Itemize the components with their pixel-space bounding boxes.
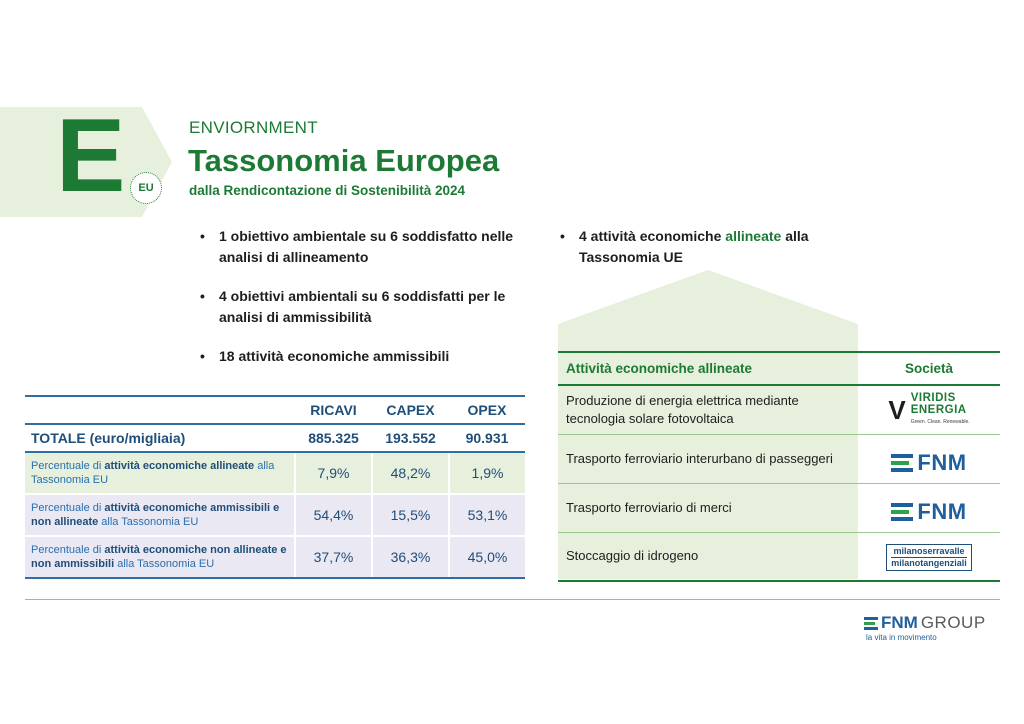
fnm-group-logo [864,613,986,642]
value-opex: 45,0% [449,536,525,578]
value-ricavi: 54,4% [295,494,372,536]
value-opex: 53,1% [449,494,525,536]
fnm-group-word: GROUP [920,613,986,632]
right-bullet-prefix: 4 attività economiche [579,228,726,244]
company-cell [858,434,1000,483]
total-opex: 90.931 [449,424,525,452]
footer-divider [25,599,1000,600]
activity-cell: Produzione di energia elettrica mediante tecnologia solare fotovoltaica [558,385,858,434]
value-capex: 15,5% [372,494,449,536]
company-cell [858,532,1000,581]
column-header-capex: CAPEX [372,396,449,424]
desc-prefix: Percentuale di [31,502,105,514]
right-bullet-highlight: allineate [725,228,782,244]
viridis-tagline: Green. Clean. Renewable. [910,418,970,425]
viridis-line1: VIRIDIS [910,391,956,404]
fnm-bars-icon [891,503,913,521]
desc-bold: attività economiche allineate [104,460,255,472]
fnm-logo [891,499,967,524]
table-row [558,483,1000,532]
table-row [558,385,1000,434]
desc-prefix: Percentuale di [31,460,105,472]
desc-bold: attività economiche ammissibili e non allineate [31,502,280,528]
activity-cell: Stoccaggio di idrogeno [558,532,858,581]
fnm-group-tagline: la vita in movimento [866,633,937,642]
company-cell [858,385,1000,434]
desc-prefix: Percentuale di [31,544,105,556]
environment-letter-badge: E [56,98,126,214]
financial-kpi-table [25,395,525,579]
desc-suffix: alla Tassonomia EU [98,516,199,528]
desc-suffix: alla Tassonomia EU [31,460,275,486]
activity-cell: Trasporto ferroviario di merci [558,483,858,532]
table-row [25,452,525,494]
fnm-logo [891,450,967,475]
table-row [25,494,525,536]
fnm-group-bars-icon [864,617,878,630]
fnm-wordmark: FNM [917,450,967,475]
right-bullet-suffix: alla Tassonomia UE [579,228,809,265]
aligned-activities-table [558,351,1000,582]
column-header-company: Società [858,352,1000,385]
fnm-group-wordmark [864,613,986,633]
value-opex: 1,9% [449,452,525,494]
fnm-wordmark: FNM [917,499,967,524]
total-capex: 193.552 [372,424,449,452]
total-ricavi: 885.325 [295,424,372,452]
table-row [25,536,525,578]
eu-stars-icon: EU [130,172,162,204]
viridis-line2: ENERGIA [910,403,967,416]
milano-line1: milanoserravalle [893,546,965,557]
house-roof-shape [558,270,858,352]
value-ricavi: 37,7% [295,536,372,578]
fnm-group-strong: FNM [881,613,918,632]
desc-bold: attività economiche non allineate e non ammissibili [31,544,287,570]
desc-suffix: alla Tassonomia EU [114,558,215,570]
viridis-v-icon: V [888,394,906,425]
column-header-opex: OPEX [449,396,525,424]
activity-cell: Trasporto ferroviario interurbano di passeggeri [558,434,858,483]
page-title: Tassonomia Europea [188,143,500,178]
total-label: TOTALE (euro/migliaia) [25,424,295,452]
milanoserravalle-logo [886,544,972,571]
viridis-wordmark [911,392,970,428]
bullet-item: • 18 attività economiche ammissibili [200,346,520,367]
right-bullet [560,226,860,268]
page-subtitle: dalla Rendicontazione di Sostenibilità 2024 [189,183,466,198]
milano-line2: milanotangenziali [891,558,967,569]
section-label: ENVIORNMENT [189,118,318,137]
table-row [558,532,1000,581]
bullet-item: • 4 obiettivi ambientali su 6 soddisfatti per le analisi di ammissibilità [200,286,520,328]
fnm-bars-icon [891,454,913,472]
company-cell [858,483,1000,532]
value-capex: 48,2% [372,452,449,494]
value-ricavi: 7,9% [295,452,372,494]
table-row [558,434,1000,483]
total-row [25,424,525,452]
bullet-item: • 1 obiettivo ambientale su 6 soddisfatto nelle analisi di allineamento [200,226,520,268]
column-header-activity: Attività economiche allineate [558,352,858,385]
row-description [25,494,295,536]
column-header-ricavi: RICAVI [295,396,372,424]
left-bullet-list [200,226,520,385]
viridis-energia-logo [888,392,969,428]
empty-header-cell [25,396,295,424]
value-capex: 36,3% [372,536,449,578]
row-description [25,452,295,494]
row-description [25,536,295,578]
